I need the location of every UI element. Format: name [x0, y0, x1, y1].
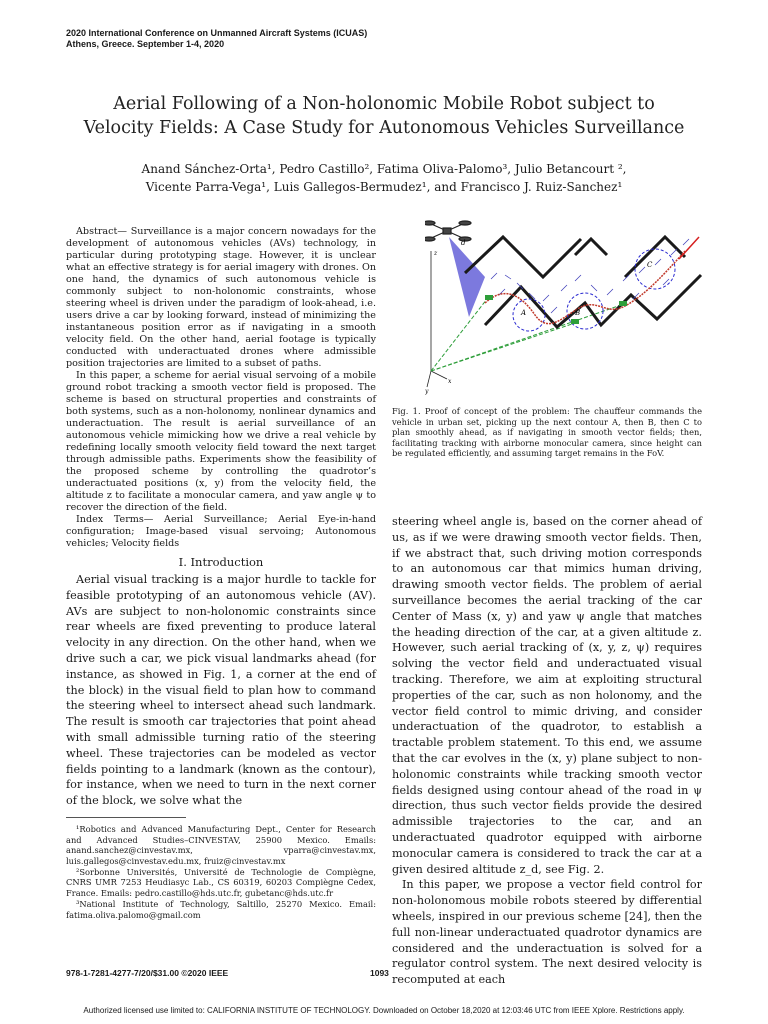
axis-label-z: z	[434, 250, 438, 257]
abstract-paragraph-2: In this paper, a scheme for aerial visual servoing of a mobile ground robot tracking a smooth vector field is proposed. The scheme is based on structural properties and constraints of both systems, such as a non-holonomy, nonlinear dynamics and underactuation. The result is aerial surveillance of an autonomous vehicle mimicking how we drive a real vehicle by redefining locally smooth velocity field toward the next target through admissible paths. Experiments show the feasibility of the proposed scheme by controlling the quadrotor’s underactuated positions (x, y) from the velocity field, the altitude z to facilitate a monocular camera, and yaw angle ψ to recover the direction of the field.	[66, 370, 376, 513]
section-heading-introduction: I. Introduction	[178, 555, 264, 569]
camera-fov-cone	[449, 237, 485, 317]
footnote-3: ³National Institute of Technology, Saltillo, 25270 Mexico. Email: fatima.oliva.palomo@gmail.com	[66, 898, 376, 920]
author-list	[60, 160, 708, 196]
title-line-2: Velocity Fields: A Case Study for Autonomous Vehicles Surveillance	[83, 118, 685, 138]
footnote-divider	[66, 817, 186, 818]
right-paragraph-2: In this paper, we propose a vector field control for non-holonomous mobile robots steered by differential wheels, inspired in our previous scheme [24], then the full non-linear underactuated quadrotor dynamics are considered and the underactuation is solved for a regulator control system. The next desired velocity is recomputed at each	[392, 878, 702, 987]
label-b: B	[575, 309, 581, 317]
license-notice: Authorized licensed use limited to: CALIFORNIA INSTITUTE OF TECHNOLOGY. Downloaded on October 18,2020 at 12:03:46 UTC from IEEE Xplore. Restrictions apply.	[83, 1006, 685, 1015]
paper-title	[60, 92, 708, 140]
intro-paragraph: Aerial visual tracking is a major hurdle to tackle for feasible prototyping of an autonomous vehicle (AV). AVs are subject to non-holonomic constraints since rear wheels are fixed preventing to produce lateral velocity in any direction. On the other hand, when we drive such a car, we pick visual landmarks ahead (for instance, as showed in Fig. 1, a corner at the end of the block) in the visual field to plan how to command the steering wheel to intersect ahead such landmark. The result is smooth car trajectories that point ahead with small admissible turning ratio of the steering wheel. These trajectories can be modeled as vector fields pointing to a landmark (known as the contour), for instance, when we need to turn in the next corner of the block, we solve what the	[66, 573, 376, 808]
abstract-paragraph: Abstract— Surveillance is a major concern nowadays for the development of autonomous vehicles (AVs) technology, in particular during prototyping stage. However, it is unclear what an effective strategy is for aerial imagery with drones. On one hand, the dynamics of such autonomous vehicle is commonly subject to non-holonomic constraints, whose steering wheel is driven under the paradigm of look-ahead, i.e. users drive a car by looking forward, instead of minimizing the instantaneous position error as if navigating in a smooth velocity field. On the other hand, aerial footage is typically conducted with underactuated drones where admissible position trajectories are limited to a subset of paths.	[66, 226, 376, 369]
axis-label-y: y	[425, 388, 429, 395]
heading-arrow	[679, 237, 699, 259]
vehicle-trajectory	[485, 251, 685, 324]
label-d: d	[461, 239, 466, 247]
conference-name: 2020 International Conference on Unmanned Aircraft Systems (ICUAS)	[66, 28, 368, 38]
conference-header	[66, 28, 367, 50]
label-a: A	[521, 309, 527, 317]
right-paragraph-1: steering wheel angle is, based on the corner ahead of us, as if we were drawing smooth vector fields. Then, if we abstract that, such driving motion corresponds to an autonomous car that mimics human driving, drawing smooth vector fields. The problem of aerial surveillance becomes the aerial tracking of the car Center of Mass (x, y) and yaw ψ angle that matches the heading direction of the car, at a given altitude z. However, such aerial tracking of (x, y, z, ψ) requires solving the vector field and underactuated visual tracking. Therefore, we aim at exploiting structural properties of the car, such as non holonomy, and the vector field control to mimic driving, and consider underactuation of the quadrotor, to establish a tractable problem statement. To this end, we assume that the car evolves in the (x, y) plane subject to non-holonomic constraints while tracking smooth vector fields designed using contour ahead of the road in ψ direction, thus such vector fields provide the desired admissible trajectories to the car, and an underactuated quadrotor equipped with airborne monocular camera is considered to track the car at a given desired altitude z_d, see Fig. 2.	[392, 515, 702, 876]
isbn-footer: 978-1-7281-4277-7/20/$31.00 ©2020 IEEE	[66, 968, 229, 978]
left-column	[66, 226, 376, 920]
authors-line-1: Anand Sánchez-Orta¹, Pedro Castillo², Fatima Oliva-Palomo³, Julio Betancourt ²,	[141, 162, 627, 176]
figure-1-caption: Fig. 1. Proof of concept of the problem: The chauffeur commands the vehicle in urban set, picking up the next contour A, then B, then C to plan smoothly ahead, as if navigating in smooth vector fields; then, facilitating tracking with airborne monocular camera, since height can be regulated efficiently, and assuming target remains in the FoV.	[392, 406, 702, 458]
axis-label-x: x	[448, 378, 452, 385]
figure-1-illustration	[425, 215, 711, 401]
right-column	[392, 514, 702, 988]
title-line-1: Aerial Following of a Non-holonomic Mobile Robot subject to	[113, 94, 655, 114]
index-terms: Index Terms— Aerial Surveillance; Aerial Eye-in-hand configuration; Image-based visual servoing; Autonomous vehicles; Velocity fields	[66, 514, 376, 549]
footnote-1: ¹Robotics and Advanced Manufacturing Dept., Center for Research and Advanced Studies–CINVESTAV, 25900 Mexico. Emails: anand.sanchez@cinvestav.mx, vparra@cinvestav.mx, luis.gallegos@cinvestav.edu.mx, fruiz@cinvestav.mx	[66, 823, 376, 867]
authors-line-2: Vicente Parra-Vega¹, Luis Gallegos-Bermudez¹, and Francisco J. Ruiz-Sanchez¹	[145, 180, 623, 194]
label-c: C	[647, 261, 653, 269]
conference-location: Athens, Greece. September 1-4, 2020	[66, 39, 225, 49]
footnote-2: ²Sorbonne Universités, Université de Technologie de Compiègne, CNRS UMR 7253 Heudiasyc Lab., CS 60319, 60203 Compiègne Cedex, France. Emails: pedro.castillo@hds.utc.fr, gubetanc@hds.utc.fr	[66, 866, 376, 899]
page-number: 1093	[370, 968, 389, 978]
figure-1	[425, 215, 711, 401]
drone-icon	[425, 221, 471, 241]
